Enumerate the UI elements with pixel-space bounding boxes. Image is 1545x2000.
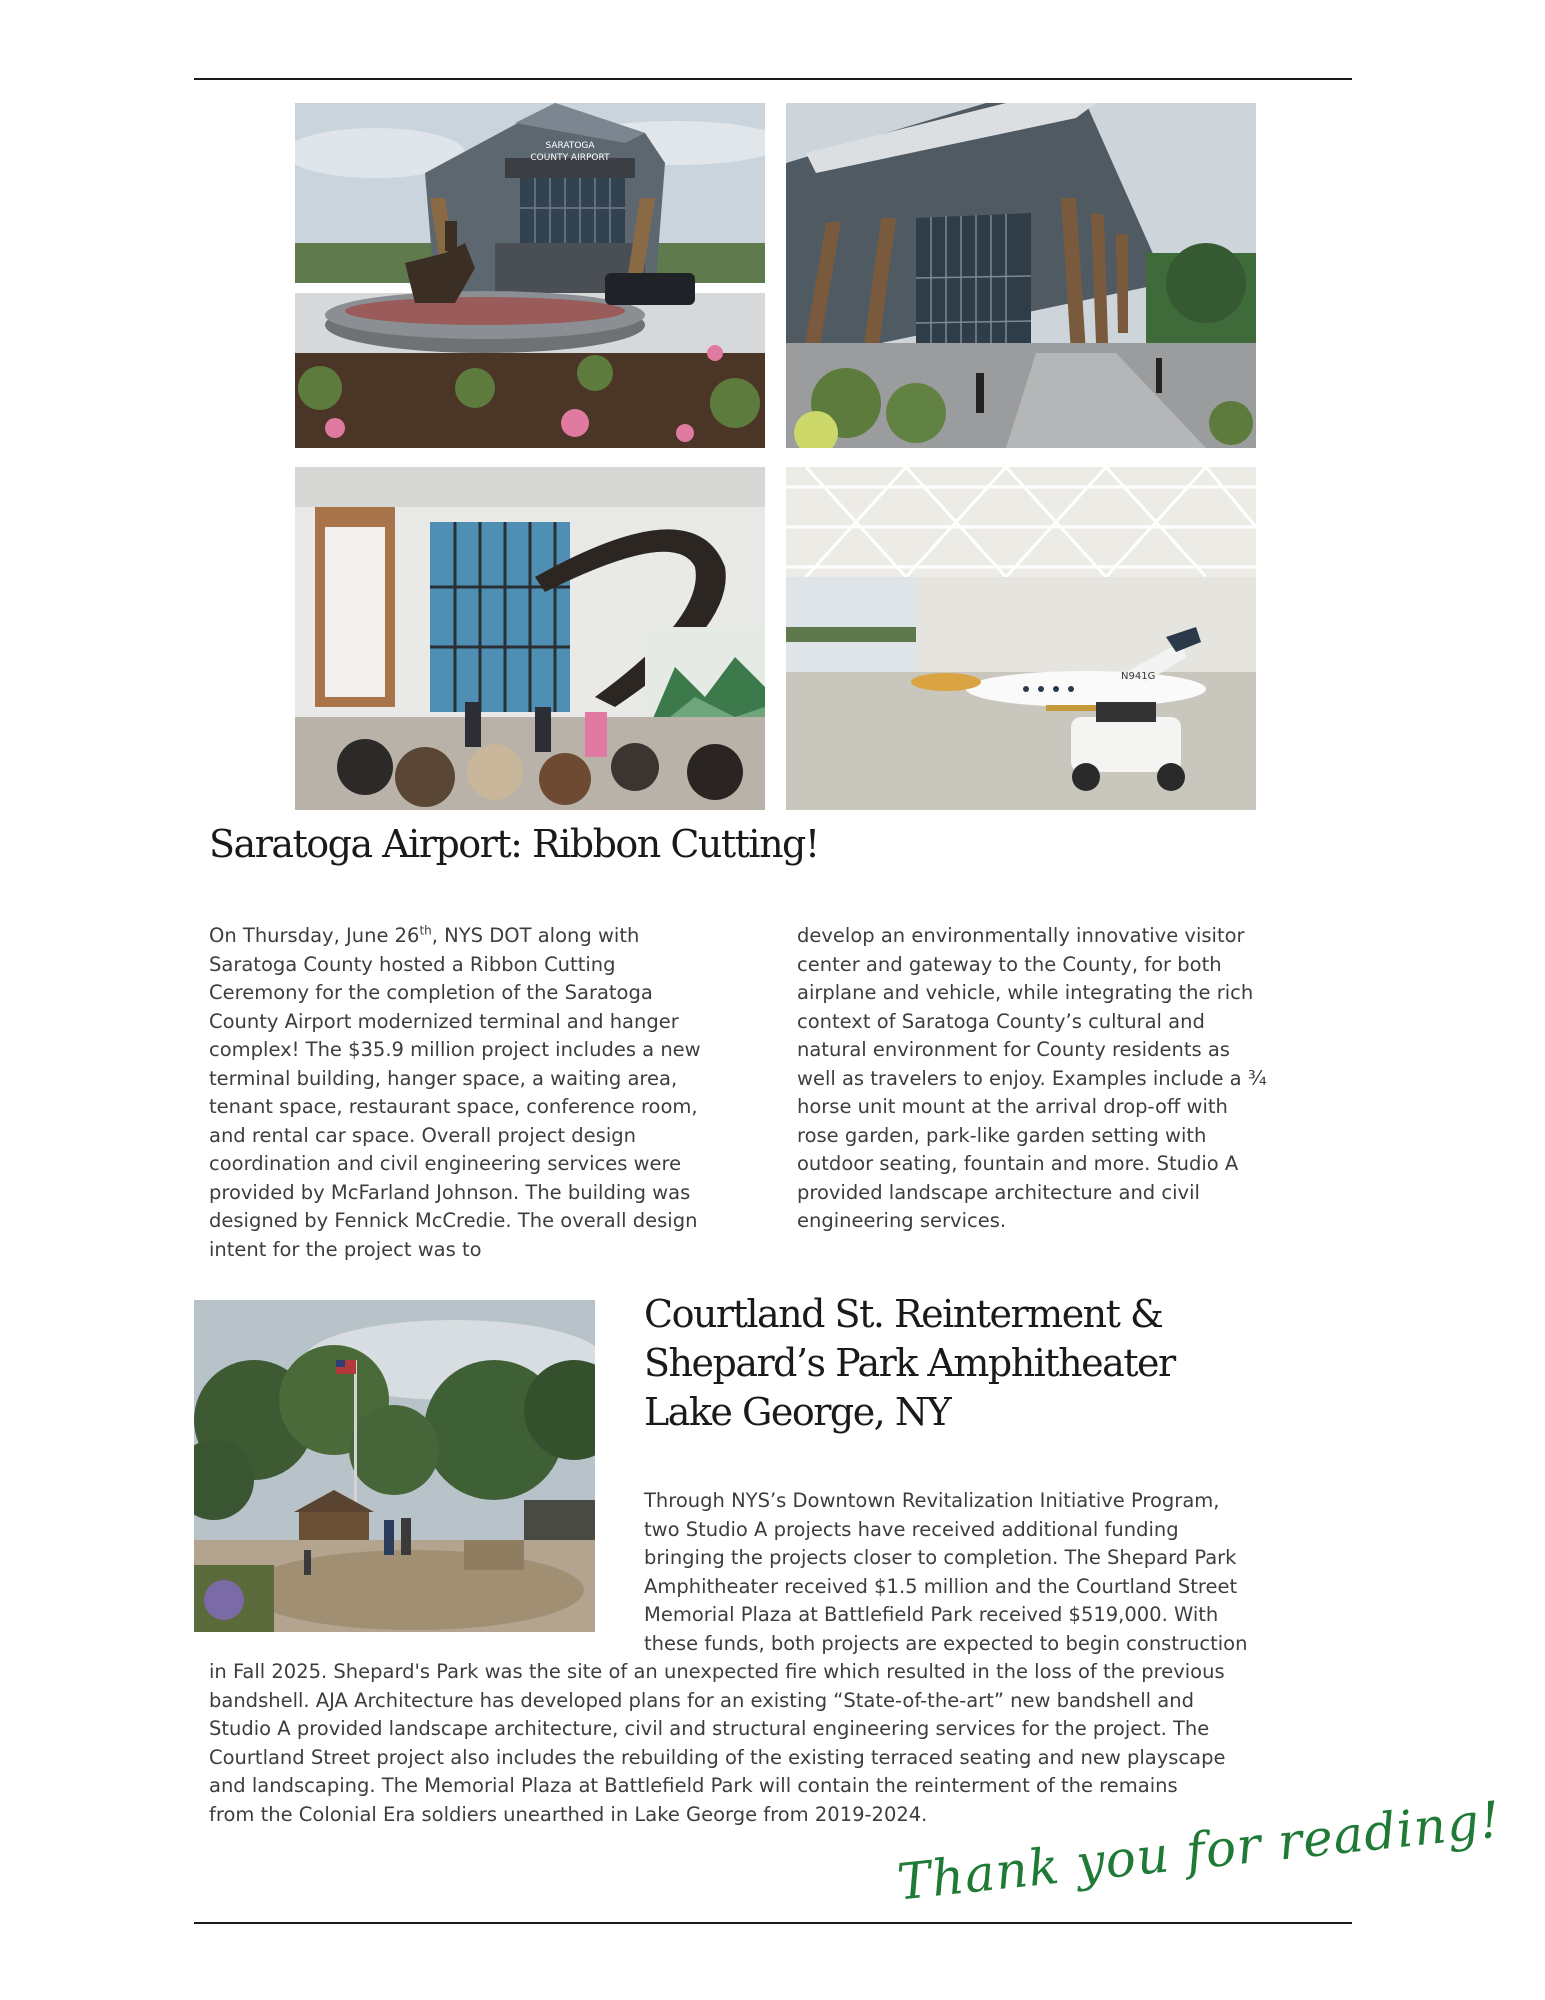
text-line: Courtland Street project also includes the rebuilding of the existing terraced seating and new playscape <box>209 1745 1226 1769</box>
article2-title <box>644 1290 1175 1437</box>
terminal-side-photo <box>786 103 1256 448</box>
airport-exterior-photo <box>295 103 765 448</box>
text-line: from the Colonial Era soldiers unearthed in Lake George from 2019-2024. <box>209 1802 928 1826</box>
text-line: designed by Fennick McCredie. The overall design <box>209 1209 698 1232</box>
article1-title: Saratoga Airport: Ribbon Cutting! <box>209 822 819 866</box>
first-line-pre: On Thursday, June 26 <box>209 924 420 947</box>
top-rule <box>194 78 1352 80</box>
tail-number: N941G <box>1121 671 1156 682</box>
article1-col1-first-line <box>209 922 701 951</box>
text-line: engineering services. <box>797 1209 1007 1232</box>
text-line: two Studio A projects have received additional funding <box>644 1517 1179 1541</box>
signoff: Thank you for reading! <box>894 1790 1504 1912</box>
text-line: bringing the projects closer to completion. The Shepard Park <box>644 1546 1237 1569</box>
text-line: intent for the project was to <box>209 1237 482 1261</box>
text-line: well as travelers to enjoy. Examples include a ¾ <box>797 1066 1267 1090</box>
title-line: Courtland St. Reinterment & <box>644 1292 1163 1336</box>
first-line-sup: th <box>419 923 432 938</box>
text-line: bandshell. AJA Architecture has developed plans for an existing “State-of-the-art” new bandshell and <box>209 1688 1194 1712</box>
text-line: County Airport modernized terminal and hanger <box>209 1009 679 1033</box>
text-line: airplane and vehicle, while integrating the rich <box>797 981 1254 1004</box>
hangar-photo <box>786 467 1256 810</box>
text-line: and rental car space. Overall project design <box>209 1123 636 1147</box>
text-line: Through NYS’s Downtown Revitalization Initiative Program, <box>644 1489 1220 1512</box>
title-line: Lake George, NY <box>644 1390 951 1434</box>
text-line: in Fall 2025. Shepard's Park was the site of an unexpected fire which resulted in the loss of the previous <box>209 1660 1225 1683</box>
interior-ceremony-photo <box>295 467 765 810</box>
airport-sign-line1: SARATOGA <box>545 141 595 151</box>
text-line: Amphitheater received $1.5 million and the Courtland Street <box>644 1574 1238 1598</box>
text-line: natural environment for County residents as <box>797 1038 1230 1061</box>
text-line: context of Saratoga County’s cultural and <box>797 1009 1205 1033</box>
article2-full-text <box>209 1658 1225 1829</box>
first-line-post: , NYS DOT along with <box>431 924 640 947</box>
text-line: tenant space, restaurant space, conference room, <box>209 1095 698 1118</box>
text-line: develop an environmentally innovative visitor <box>797 924 1245 947</box>
article1-col1 <box>209 922 701 1264</box>
text-line: these funds, both projects are expected to begin construction <box>644 1631 1248 1655</box>
title-line: Shepard’s Park Amphitheater <box>644 1341 1175 1385</box>
text-line: terminal building, hanger space, a waiting area, <box>209 1066 678 1090</box>
text-line: Memorial Plaza at Battlefield Park received $519,000. With <box>644 1603 1219 1626</box>
text-line: provided by McFarland Johnson. The building was <box>209 1180 691 1204</box>
text-line: and landscaping. The Memorial Plaza at Battlefield Park will contain the reinterment of the remains <box>209 1774 1178 1797</box>
text-line: center and gateway to the County, for both <box>797 952 1222 976</box>
article2-side-text <box>644 1487 1247 1658</box>
text-line: coordination and civil engineering services were <box>209 1152 682 1175</box>
text-line: horse unit mount at the arrival drop-off with <box>797 1095 1228 1118</box>
text-line: outdoor seating, fountain and more. Studio A <box>797 1152 1239 1175</box>
text-line: Studio A provided landscape architecture, civil and structural engineering services for the project. The <box>209 1717 1210 1740</box>
bottom-rule <box>194 1922 1352 1924</box>
airport-sign-line2: COUNTY AIRPORT <box>530 153 610 163</box>
text-line: Saratoga County hosted a Ribbon Cutting <box>209 952 616 976</box>
article1-col2 <box>797 922 1267 1236</box>
text-line: complex! The $35.9 million project includes a new <box>209 1038 701 1061</box>
text-line: rose garden, park-like garden setting with <box>797 1123 1207 1147</box>
amphitheater-rendering-photo <box>194 1300 595 1632</box>
text-line: provided landscape architecture and civil <box>797 1180 1200 1204</box>
text-line: Ceremony for the completion of the Saratoga <box>209 981 653 1004</box>
